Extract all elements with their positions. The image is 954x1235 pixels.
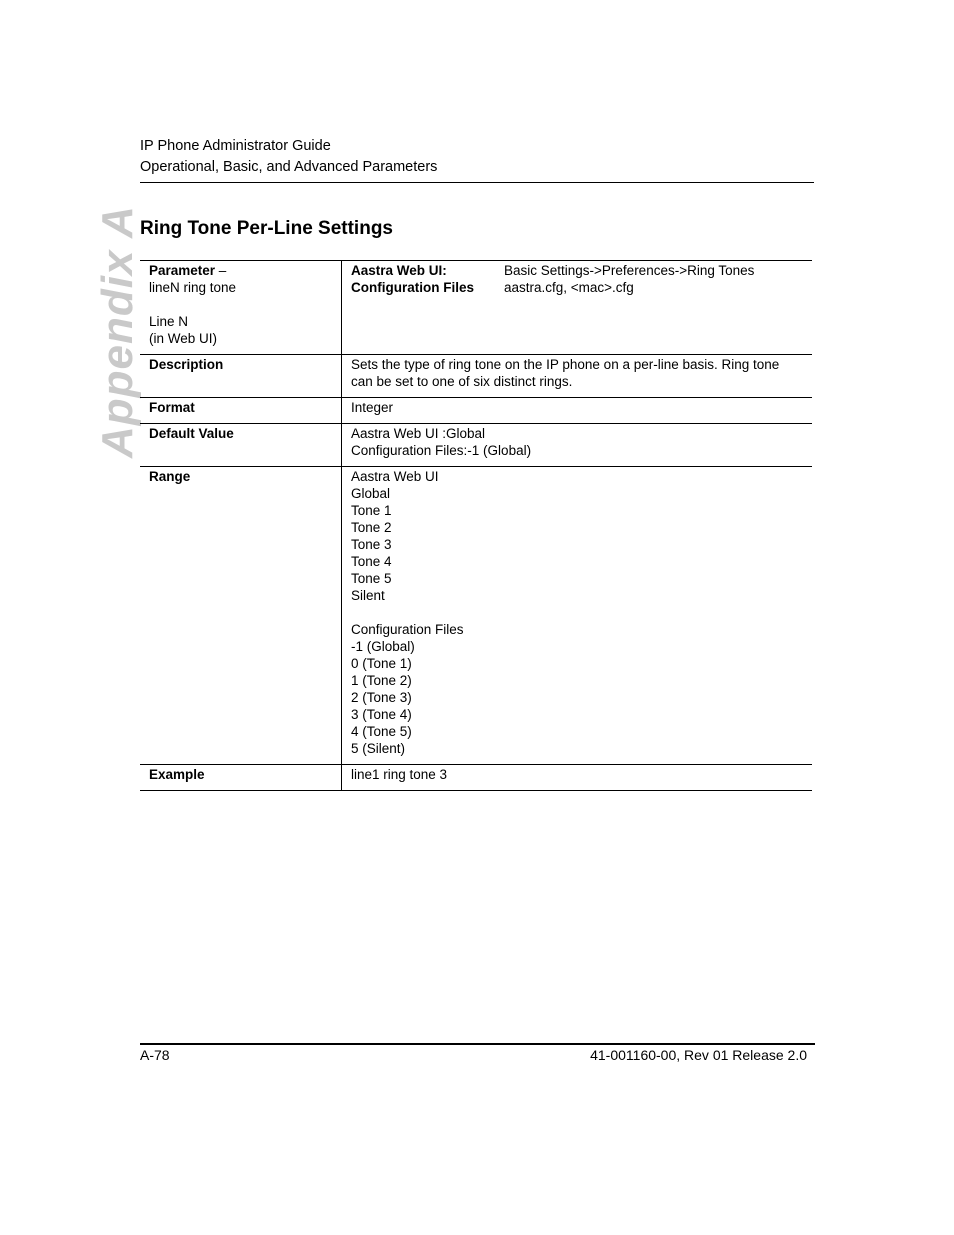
footer-divider <box>140 1043 815 1045</box>
range-label: Range <box>149 469 191 484</box>
table-row-parameter <box>140 261 812 355</box>
table-row-format <box>140 398 812 424</box>
example-label: Example <box>149 767 205 782</box>
config-files-key: Configuration Files <box>351 280 474 295</box>
description-value: Sets the type of ring tone on the IP phone on a per-line basis. Ring tone can be set to one of six distinct rings. <box>351 357 780 389</box>
parameter-table <box>140 260 812 791</box>
running-header <box>140 136 437 178</box>
document-id: 41-001160-00, Rev 01 Release 2.0 <box>590 1047 807 1063</box>
page-number: A-78 <box>140 1047 170 1063</box>
example-value: line1 ring tone 3 <box>351 767 448 782</box>
default-label: Default Value <box>149 426 234 441</box>
range-value: Aastra Web UI Global Tone 1 Tone 2 Tone 3 Tone 4 Tone 5 Silent Configuration Files -1 (Global) 0 (Tone 1) 1 (Tone 2) 2 (Tone 3) 3 (Tone 4) 4 (Tone 5) 5 (Silent) <box>351 469 464 756</box>
parameter-value-cell <box>342 261 813 355</box>
table-row-description <box>140 355 812 398</box>
format-value: Integer <box>351 400 394 415</box>
parameter-label: Parameter <box>149 263 216 278</box>
webui-path: Basic Settings->Preferences->Ring Tones <box>504 263 755 278</box>
default-value: Aastra Web UI :Global Configuration Files:-1 (Global) <box>351 426 532 458</box>
format-label: Format <box>149 400 195 415</box>
webui-key: Aastra Web UI: <box>351 263 447 278</box>
appendix-side-tab: Appendix A <box>93 205 142 458</box>
table-row-example <box>140 765 812 791</box>
config-files-value: aastra.cfg, <mac>.cfg <box>504 280 634 295</box>
parameter-label-cell <box>140 261 342 355</box>
header-section-title: Operational, Basic, and Advanced Parameters <box>140 159 438 175</box>
table-row-range <box>140 467 812 765</box>
header-guide-title: IP Phone Administrator Guide <box>140 138 331 154</box>
description-label: Description <box>149 357 224 372</box>
parameter-dash: – <box>215 263 227 278</box>
parameter-name: lineN ring tone Line N (in Web UI) <box>149 280 237 346</box>
header-divider <box>140 182 814 183</box>
table-row-default <box>140 424 812 467</box>
section-title: Ring Tone Per-Line Settings <box>140 218 393 239</box>
